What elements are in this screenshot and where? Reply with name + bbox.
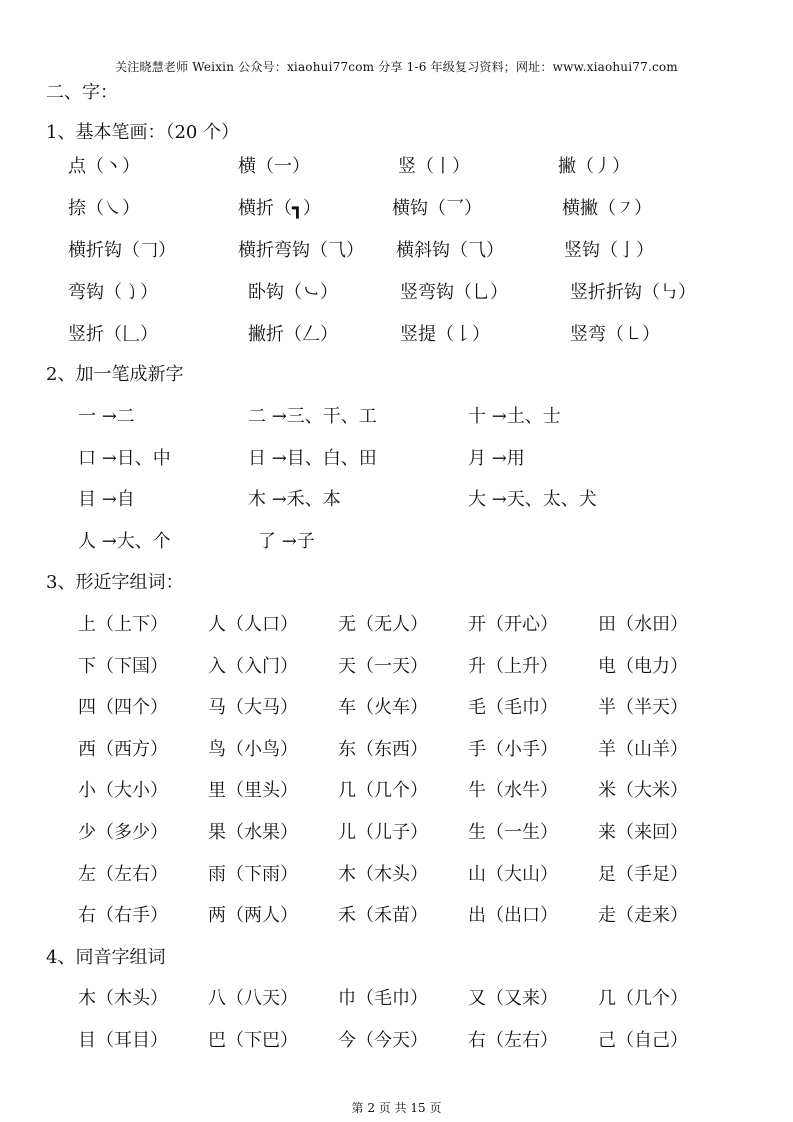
word-item: 牛（水牛）	[468, 780, 558, 801]
add-stroke-item: 十 →土、士	[468, 406, 561, 427]
add-stroke-item: 大 →天、太、犬	[468, 489, 597, 510]
word-item: 开（开心）	[468, 614, 558, 635]
word-item: 几（几个）	[598, 988, 688, 1009]
stroke-item: 横（一）	[238, 156, 310, 177]
word-item: 电（电力）	[598, 656, 688, 677]
word-item: 来（来回）	[598, 822, 688, 843]
word-item: 无（无人）	[338, 614, 428, 635]
stroke-item: 卧钩（㇃）	[248, 282, 338, 303]
word-item: 下（下国）	[78, 656, 168, 677]
word-item: 毛（毛巾）	[468, 697, 558, 718]
stroke-item: 弯钩（㇁）	[68, 282, 158, 303]
stroke-item: 横斜钩（⺄）	[396, 240, 504, 261]
word-item: 东（东西）	[338, 739, 428, 760]
homophones-title: 4、同音字组词	[46, 947, 166, 968]
stroke-item: 竖提（𠄌）	[400, 324, 490, 345]
word-item: 又（又来）	[468, 988, 558, 1009]
word-item: 入（入门）	[208, 656, 298, 677]
word-item: 车（火车）	[338, 697, 428, 718]
word-item: 己（自己）	[598, 1030, 688, 1051]
word-item: 走（走来）	[598, 905, 688, 926]
word-item: 巾（毛巾）	[338, 988, 428, 1009]
word-item: 里（里头）	[208, 780, 298, 801]
word-item: 四（四个）	[78, 697, 168, 718]
word-item: 木（木头）	[338, 864, 428, 885]
stroke-item: 撇（丿）	[558, 156, 630, 177]
word-item: 木（木头）	[78, 988, 168, 1009]
word-item: 升（上升）	[468, 656, 558, 677]
word-item: 右（左右）	[468, 1030, 558, 1051]
stroke-item: 横折弯钩（⺄）	[238, 240, 364, 261]
word-item: 出（出口）	[468, 905, 558, 926]
add-stroke-item: 日 →目、白、田	[248, 448, 377, 469]
word-item: 小（大小）	[78, 780, 168, 801]
add-stroke-item: 月 →用	[468, 448, 525, 469]
word-item: 两（两人）	[208, 905, 298, 926]
stroke-item: 竖钩（亅）	[564, 240, 654, 261]
stroke-item: 撇折（𠃋）	[248, 324, 338, 345]
word-item: 天（一天）	[338, 656, 428, 677]
stroke-item: 横撇（㇇）	[562, 198, 652, 219]
stroke-item: 竖弯钩（乚）	[400, 282, 508, 303]
word-item: 八（八天）	[208, 988, 298, 1009]
word-item: 几（几个）	[338, 780, 428, 801]
word-item: 右（右手）	[78, 905, 168, 926]
word-item: 今（今天）	[338, 1030, 428, 1051]
page-header: 关注晓慧老师 Weixin 公众号：xiaohui77com 分享 1-6 年级复习资料；网址：www.xiaohui77.com	[115, 60, 678, 74]
word-item: 人（人口）	[208, 614, 298, 635]
word-item: 马（大马）	[208, 697, 298, 718]
stroke-item: 竖弯（㇄）	[570, 324, 660, 345]
word-item: 足（手足）	[598, 864, 688, 885]
stroke-item: 横钩（乛）	[392, 198, 482, 219]
add-stroke-item: 人 →大、个	[78, 531, 171, 552]
word-item: 左（左右）	[78, 864, 168, 885]
word-item: 半（半天）	[598, 697, 688, 718]
add-stroke-item: 一 →二	[78, 406, 135, 427]
strokes-title: 1、基本笔画：（20 个）	[46, 122, 240, 143]
word-item: 目（耳目）	[78, 1030, 168, 1051]
similar-title: 3、形近字组词：	[46, 572, 184, 593]
add-stroke-item: 二 →三、干、工	[248, 406, 377, 427]
word-item: 羊（山羊）	[598, 739, 688, 760]
word-item: 西（西方）	[78, 739, 168, 760]
word-item: 禾（禾苗）	[338, 905, 428, 926]
word-item: 上（上下）	[78, 614, 168, 635]
word-item: 米（大米）	[598, 780, 688, 801]
word-item: 生（一生）	[468, 822, 558, 843]
stroke-item: 捺（㇏）	[68, 198, 140, 219]
word-item: 手（小手）	[468, 739, 558, 760]
word-item: 山（大山）	[468, 864, 558, 885]
word-item: 鸟（小鸟）	[208, 739, 298, 760]
stroke-item: 横折钩（𠃌）	[68, 240, 176, 261]
stroke-item: 竖（丨）	[398, 156, 470, 177]
word-item: 雨（下雨）	[208, 864, 298, 885]
add-stroke-item: 了 →子	[258, 531, 315, 552]
word-item: 巴（下巴）	[208, 1030, 298, 1051]
section-title: 二、字：	[46, 82, 118, 103]
add-stroke-title: 2、加一笔成新字	[46, 364, 184, 385]
add-stroke-item: 木 →禾、本	[248, 489, 341, 510]
stroke-item: 竖折（𠃊）	[68, 324, 158, 345]
stroke-item: 横折（┓）	[238, 198, 321, 219]
add-stroke-item: 目 →自	[78, 489, 135, 510]
page-footer: 第 2 页 共 15 页	[351, 1101, 442, 1115]
word-item: 少（多少）	[78, 822, 168, 843]
stroke-item: 点（丶）	[68, 156, 140, 177]
word-item: 果（水果）	[208, 822, 298, 843]
word-item: 田（水田）	[598, 614, 688, 635]
stroke-item: 竖折折钩（㇉）	[570, 282, 696, 303]
word-item: 儿（儿子）	[338, 822, 428, 843]
add-stroke-item: 口 →日、中	[78, 448, 171, 469]
